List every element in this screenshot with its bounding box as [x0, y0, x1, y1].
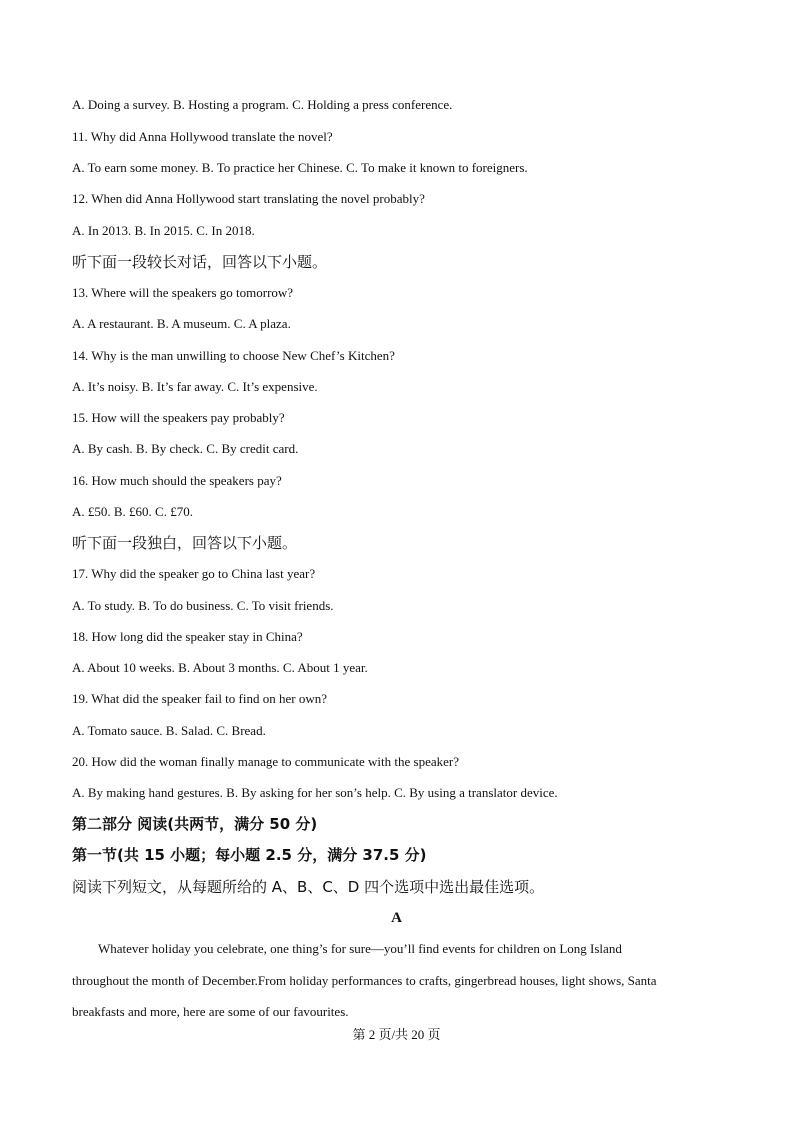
section-instruction-dialogue: 听下面一段较长对话，回答以下小题。	[72, 253, 328, 271]
options-q16: A. £50. B. £60. C. £70.	[72, 504, 193, 519]
section-instruction-monologue: 听下面一段独白，回答以下小题。	[72, 534, 298, 552]
question-15: 15. How will the speakers pay probably?	[72, 410, 285, 425]
options-q10: A. Doing a survey. B. Hosting a program. C. Holding a press conference.	[72, 97, 453, 112]
question-13: 13. Where will the speakers go tomorrow?	[72, 285, 294, 300]
options-q15: A. By cash. B. By check. C. By credit card.	[72, 441, 299, 456]
question-17: 17. Why did the speaker go to China last year?	[72, 566, 316, 581]
question-19: 19. What did the speaker fail to find on her own?	[72, 691, 327, 706]
section-one-heading: 第一节(共 15 小题；每小题 2.5 分，满分 37.5 分)	[72, 846, 427, 864]
options-q18: A. About 10 weeks. B. About 3 months. C. About 1 year.	[72, 660, 368, 675]
options-q12: A. In 2013. B. In 2015. C. In 2018.	[72, 223, 255, 238]
page-footer: 第 2 页/共 20 页	[352, 1027, 441, 1042]
question-16: 16. How much should the speakers pay?	[72, 473, 282, 488]
passage-line-2: throughout the month of December.From holiday performances to crafts, gingerbread houses, light shows, Santa	[72, 973, 657, 988]
passage-title: A	[391, 910, 402, 926]
question-11: 11. Why did Anna Hollywood translate the novel?	[72, 129, 333, 144]
options-q13: A. A restaurant. B. A museum. C. A plaza.	[72, 316, 291, 331]
question-20: 20. How did the woman finally manage to communicate with the speaker?	[72, 754, 459, 769]
options-q17: A. To study. B. To do business. C. To visit friends.	[72, 598, 334, 613]
question-18: 18. How long did the speaker stay in China?	[72, 629, 303, 644]
passage-line-1: Whatever holiday you celebrate, one thing’s for sure—you’ll find events for children on Long Island	[98, 941, 622, 956]
options-q20: A. By making hand gestures. B. By asking for her son’s help. C. By using a translator device.	[72, 785, 558, 800]
question-14: 14. Why is the man unwilling to choose New Chef’s Kitchen?	[72, 348, 395, 363]
options-q19: A. Tomato sauce. B. Salad. C. Bread.	[72, 723, 266, 738]
question-12: 12. When did Anna Hollywood start translating the novel probably?	[72, 191, 425, 206]
passage-line-3: breakfasts and more, here are some of our favourites.	[72, 1004, 349, 1019]
reading-instruction: 阅读下列短文，从每题所给的 A、B、C、D 四个选项中选出最佳选项。	[72, 878, 545, 896]
options-q11: A. To earn some money. B. To practice her Chinese. C. To make it known to foreigners.	[72, 160, 528, 175]
part-two-heading: 第二部分 阅读(共两节，满分 50 分)	[72, 815, 318, 833]
options-q14: A. It’s noisy. B. It’s far away. C. It’s expensive.	[72, 379, 318, 394]
